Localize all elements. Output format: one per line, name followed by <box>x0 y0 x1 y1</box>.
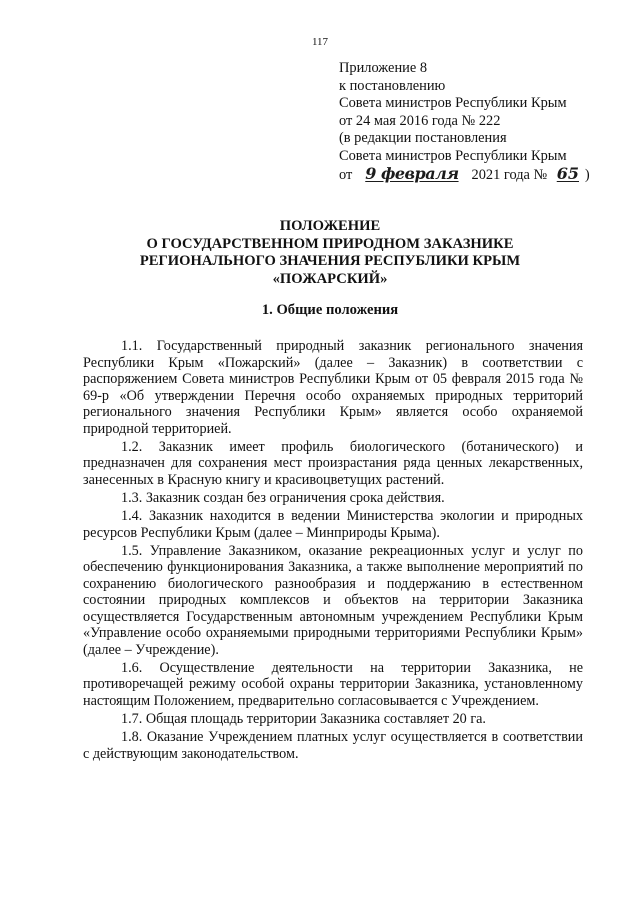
handwritten-number: 65 <box>556 164 579 183</box>
paragraph: 1.6. Осуществление деятельности на территории Заказника, не противоречащей режиму особой охраны территории Заказника, установленному настоящим Положением, предварительно согласовывается с Учреждением. <box>83 659 583 709</box>
annex-line: к постановлению <box>339 77 446 94</box>
paragraph: 1.1. Государственный природный заказник регионального значения Республики Крым «Пожарский» (далее – Заказник) в соответствии с распоряжением Совета министров Республики Крым от 05 февраля 2015 года № 69-р «Об утверждении Перечня особо охраняемых природных территорий регионального значения Республики Крым» является особо охраняемой природной территорией. <box>83 338 583 437</box>
paragraph: 1.4. Заказник находится в ведении Министерства экологии и природных ресурсов Республики Крым (далее – Минприроды Крыма). <box>83 507 583 541</box>
paragraph: 1.2. Заказник имеет профиль биологического (ботанического) и предназначен для сохранения мест произрастания ряда ценных лекарственных, занесенных в Красную книгу и красивоцветущих растений. <box>83 438 583 488</box>
title-line: ПОЛОЖЕНИЕ <box>279 218 381 234</box>
annex-suffix: ) <box>584 167 590 183</box>
annex-signed-line <box>339 165 619 185</box>
annex-line: от 24 мая 2016 года № 222 <box>339 112 501 129</box>
annex-middle: 2021 года № <box>471 167 548 183</box>
paragraph: 1.5. Управление Заказником, оказание рекреационных услуг и услуг по обеспечению функционирования Заказника, а также выполнение мероприятий по сохранению биологического разнообразия и поддержанию в естественном состоянии природных комплексов и объектов на территории Заказника осуществляется Государственным автономным учреждением Республики Крым «Управление особо охраняемыми природными территориями Республики Крым» (далее – Учреждение). <box>83 542 583 658</box>
title-line: РЕГИОНАЛЬНОГО ЗНАЧЕНИЯ РЕСПУБЛИКИ КРЫМ <box>139 253 521 269</box>
annex-line: (в редакции постановления <box>339 130 507 146</box>
handwritten-date: 9 февраля <box>365 164 459 183</box>
annex-line: Совета министров Республики Крым <box>339 95 567 111</box>
section-heading: 1. Общие положения <box>261 302 399 318</box>
annex-line: Приложение 8 <box>339 60 428 76</box>
paragraph: 1.7. Общая площадь территории Заказника составляет 20 га. <box>121 711 486 728</box>
paragraph: 1.8. Оказание Учреждением платных услуг осуществляется в соответствии с действующим законодательством. <box>83 729 583 762</box>
title-line: «ПОЖАРСКИЙ» <box>272 270 388 287</box>
page-number: 117 <box>311 36 329 48</box>
title-line: О ГОСУДАРСТВЕННОМ ПРИРОДНОМ ЗАКАЗНИКЕ <box>146 235 514 252</box>
annex-line: Совета министров Республики Крым <box>339 147 567 164</box>
annex-block <box>339 60 619 185</box>
document-title <box>80 218 580 288</box>
section-body <box>83 338 583 764</box>
annex-prefix: от <box>339 167 353 183</box>
paragraph: 1.3. Заказник создан без ограничения срока действия. <box>121 489 445 506</box>
